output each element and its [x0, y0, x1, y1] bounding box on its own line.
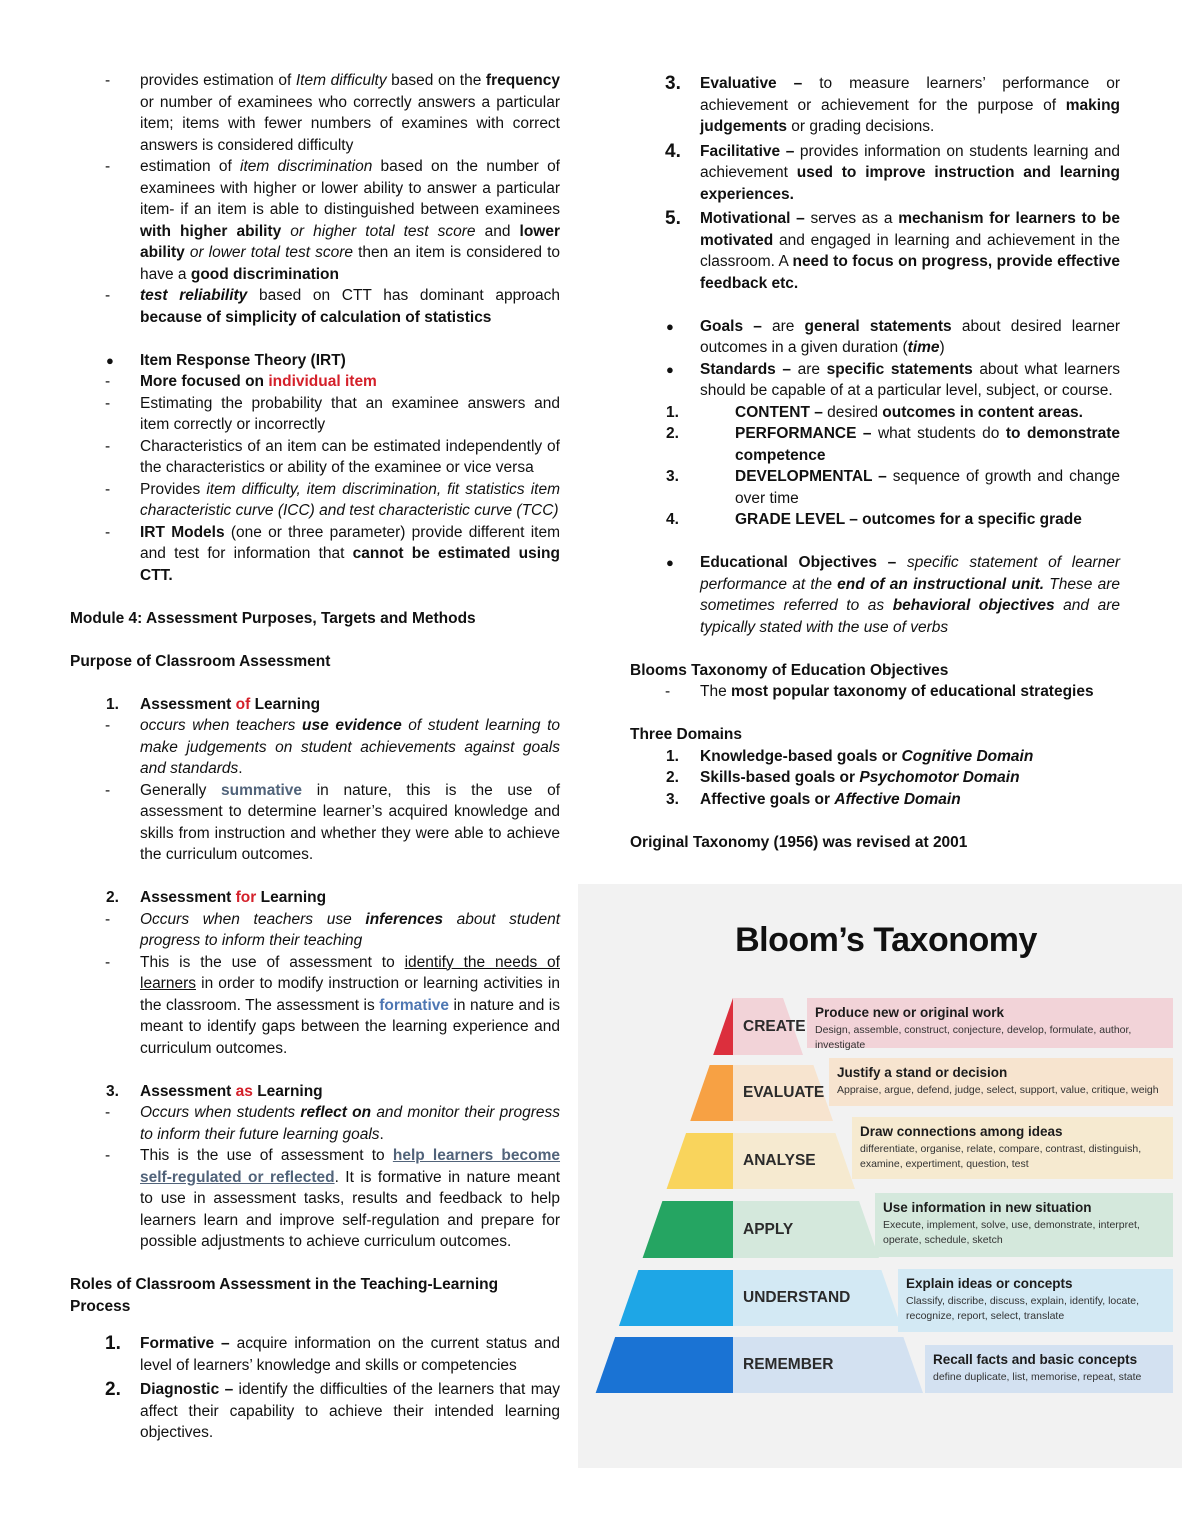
assessment-as-desc-1: - Occurs when students reflect on and monitor their progress to inform their future learning goals. [105, 1104, 560, 1143]
role-evaluative: 3. Evaluative – to measure learners’ performance or achievement or achievement for the purpose of making judgements or grading decisions. [665, 73, 1121, 135]
standard-developmental: 3. DEVELOPMENTAL – sequence of growth and change over time [666, 468, 1120, 507]
pyramid-label-evaluate: EVALUATE [743, 1084, 825, 1101]
standards-item: ● Standards – are specific statements about what learners should be capable of at a particular level, subject, or course. [666, 360, 1121, 399]
pyramid-label-remember: REMEMBER [743, 1356, 834, 1373]
roles-title: Roles of Classroom Assessment in the Teaching-Learning Process [70, 1276, 499, 1315]
dash-marker: - [105, 158, 111, 175]
figure-title: Bloom’s Taxonomy [735, 921, 1037, 959]
role-diagnostic: 2. Diagnostic – identify the difficulties of the learners that may affect their capability to achieve their intended learning objectives. [105, 1379, 560, 1441]
description-box-apply [875, 1193, 1173, 1257]
assessment-of-desc-1: - occurs when teachers use evidence of student learning to make judgements on student achievements against goals and standards. [105, 717, 561, 777]
module-title: Module 4: Assessment Purposes, Targets and Methods [70, 609, 476, 627]
pyramid-label-analyse: ANALYSE [743, 1152, 816, 1169]
right-column [630, 73, 1120, 853]
description-text: differentiate, organise, relate, compare, contrast, distinguish, examine, expertiment, question, test [860, 1143, 1142, 1170]
left-column [70, 70, 560, 1444]
assessment-for-desc-2: - This is the use of assessment to identify the needs of learners in order to modify instruction or learning activities in the classroom. The assessment is formative in nature and is meant to identify gaps between the learning experience and curriculum outcomes. [105, 953, 560, 1057]
pyramid-label-create: CREATE [743, 1017, 806, 1035]
description-text: Classify, discribe, discuss, explain, identify, locate, recognize, report, select, translate [906, 1295, 1140, 1322]
description-title: Recall facts and basic concepts [933, 1352, 1138, 1367]
domain-affective: 3. Affective goals or Affective Domain [666, 790, 961, 808]
educational-objectives: ● Educational Objectives – specific statement of learner performance at the end of an instructional unit. These are sometimes referred to as behavioral objectives and are typically stated with the use of verbs [666, 554, 1121, 636]
pyramid-band-analyse [667, 1133, 733, 1189]
description-text: Design, assemble, construct, conjecture, develop, formulate, author, investigate [815, 1024, 1132, 1051]
ctt-bullet-1: - provides estimation of Item difficulty based on the frequency or number of examinees who correctly answers a particular item; items with fewer numbers of examines with correct answers is considered difficulty [105, 72, 560, 154]
description-text: Appraise, argue, defend, judge, select, support, value, critique, weigh [837, 1084, 1159, 1096]
description-text: Execute, implement, solve, use, demonstrate, interpret, operate, schedule, sketch [883, 1219, 1140, 1246]
blooms-desc: - The most popular taxonomy of educational strategies [665, 683, 1094, 700]
role-motivational: 5. Motivational – serves as a mechanism for learners to be motivated and engaged in learning and achievement in the classroom. A need to focus on progress, provide effective feedback etc. [665, 208, 1120, 292]
pyramid-band-apply [643, 1201, 733, 1258]
assessment-of-desc-2: - Generally summative in nature, this is the use of assessment to determine learner’s acquired knowledge and skills from instruction and whether they were able to achieve the curriculum outcomes. [105, 781, 560, 863]
bullet-marker: ● [106, 352, 114, 368]
description-title: Justify a stand or decision [837, 1065, 1008, 1080]
irt-point-1: - Estimating the probability that an examinee answers and item correctly or incorrectly [105, 394, 560, 433]
description-box-create [807, 998, 1173, 1051]
domain-cognitive: 1. Knowledge-based goals or Cognitive Domain [666, 747, 1034, 765]
purpose-title: Purpose of Classroom Assessment [70, 652, 331, 670]
description-title: Explain ideas or concepts [906, 1276, 1073, 1291]
description-box-remember [925, 1345, 1173, 1393]
description-box-analyse [852, 1117, 1173, 1179]
standard-grade-level: 4. GRADE LEVEL – outcomes for a specific grade [666, 511, 1082, 528]
description-text: define duplicate, list, memorise, repeat, state [933, 1371, 1142, 1383]
description-title: Draw connections among ideas [860, 1124, 1063, 1139]
assessment-of-learning: 1. Assessment of Learning [106, 695, 321, 713]
irt-provides: - Provides item difficulty, item discrimination, fit statistics item characteristic curve (ICC) and test characteristic curve (TCC) [105, 480, 560, 519]
pyramid-label-understand: UNDERSTAND [743, 1289, 851, 1306]
description-box-evaluate [829, 1058, 1173, 1106]
assessment-for-learning: 2. Assessment for Learning [106, 889, 327, 906]
assessment-as-desc-2: - This is the use of assessment to help learners become self-regulated or reflected. It is formative in nature meant to use in assessment tasks, results and feedback to help learners learn and improve self-regulation and prepare for possible adjustments to achieve curriculum outcomes. [105, 1147, 561, 1250]
role-facilitative: 4. Facilitative – provides information on students learning and achievement used to improve instruction and learning experiences. [665, 140, 1121, 203]
description-title: Produce new or original work [815, 1005, 1005, 1020]
pyramid-label-apply: APPLY [743, 1220, 794, 1238]
assessment-as-learning: 3. Assessment as Learning [106, 1082, 323, 1100]
pyramid-band-evaluate [690, 1065, 733, 1121]
dash-marker: - [105, 72, 111, 89]
domain-psychomotor: 2. Skills-based goals or Psychomotor Domain [666, 769, 1020, 786]
standard-performance: 2. PERFORMANCE – what students do to demonstrate competence [666, 425, 1120, 464]
ctt-bullet-2: - estimation of item discrimination based on the number of examinees with higher or lower ability to answer a particular item- if an item is able to distinguished between examinees with higher ability or higher total test score and lower ability or lower total test score then an item is considered to have a good discrimination [105, 158, 560, 283]
irt-models: - IRT Models (one or three parameter) provide different item and test for information that cannot be estimated using CTT. [105, 523, 560, 584]
standard-content: 1. CONTENT – desired outcomes in content areas. [666, 403, 1083, 421]
ctt-bullet-3: - test reliability based on CTT has dominant approach because of simplicity of calculation of statistics [105, 287, 560, 326]
revised-title: Original Taxonomy (1956) was revised at 2001 [630, 833, 968, 851]
irt-focus: - More focused on individual item [105, 373, 377, 390]
pyramid-band-remember [596, 1337, 733, 1393]
assessment-for-desc-1: - Occurs when teachers use inferences about student progress to inform their teaching [105, 910, 560, 949]
blooms-title: Blooms Taxonomy of Education Objectives [630, 661, 949, 679]
description-title: Use information in new situation [883, 1200, 1092, 1215]
irt-point-2: - Characteristics of an item can be estimated independently of the characteristics or ability of the examinee or vice versa [105, 437, 560, 476]
dash-marker: - [105, 287, 111, 304]
role-formative: 1. Formative – acquire information on the current status and level of learners’ knowledge and skills or competencies [105, 1333, 560, 1374]
pyramid-band-understand [619, 1270, 733, 1326]
blooms-taxonomy-figure [578, 884, 1182, 1468]
irt-title: ● Item Response Theory (IRT) [70, 350, 560, 372]
goals-item: ● Goals – are general statements about desired learner outcomes in a given duration (time) [666, 317, 1120, 356]
domains-title: Three Domains [630, 726, 742, 743]
description-box-understand [898, 1269, 1173, 1332]
pyramid-band-create [713, 998, 733, 1055]
